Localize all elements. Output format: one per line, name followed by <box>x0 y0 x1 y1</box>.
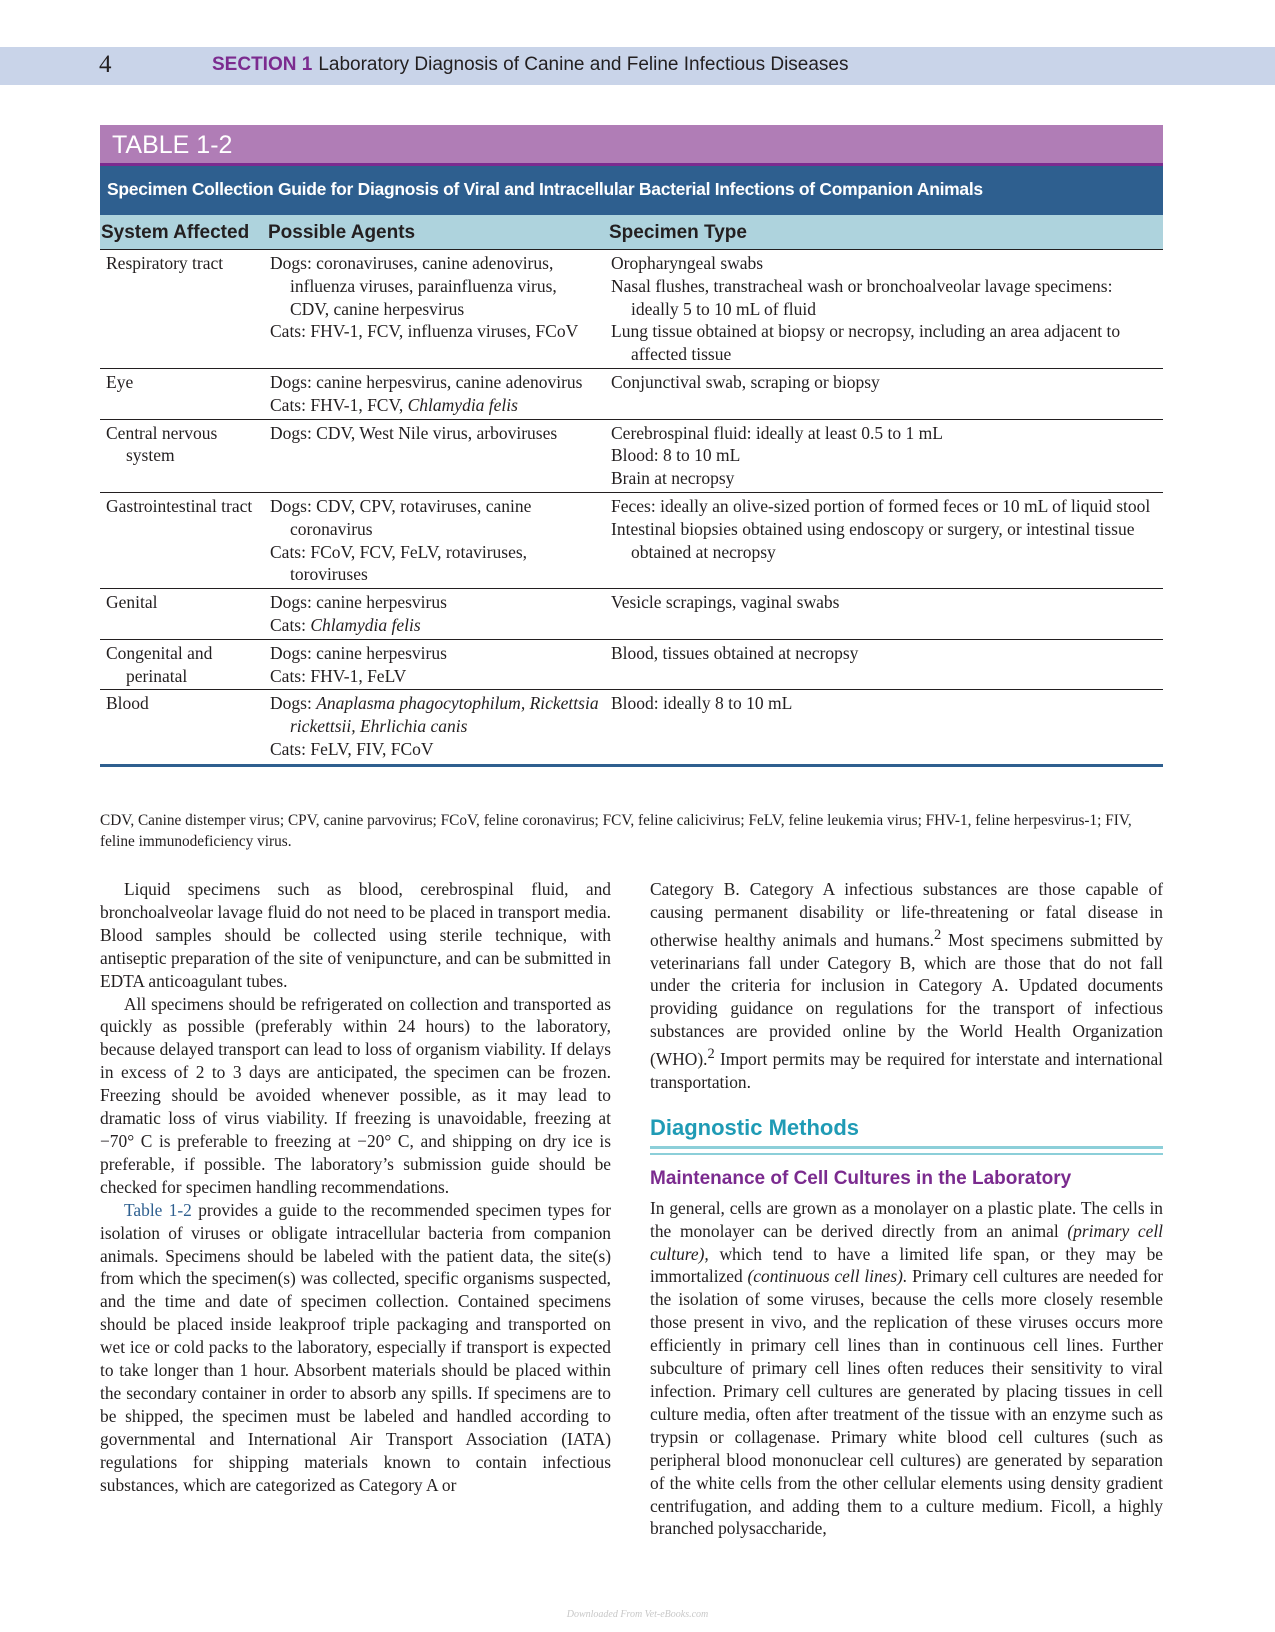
organism-name: Anaplasma phagocytophilum, Rickettsia rickettsii, Ehrlichia canis <box>290 693 599 737</box>
cell-system: Congenital and perinatal <box>106 642 213 686</box>
table-row <box>100 640 1163 691</box>
section-label: SECTION 1 <box>212 54 313 75</box>
cell-agent: Cats: FHV-1, FCV, Chlamydia felis <box>270 394 518 415</box>
cell-specimen: Oropharyngeal swabs <box>611 253 764 273</box>
cell-specimen: Intestinal biopsies obtained using endoscopy or surgery, or intestinal tissue obtained at necropsy <box>611 518 1135 562</box>
table-row <box>100 250 1163 369</box>
citation-ref: 2 <box>707 1046 715 1063</box>
cell-system: Eye <box>106 371 134 392</box>
paragraph: All specimens should be refrigerated on collection and transported as quickly as possible (preferably within 24 hours) to the laboratory, because delayed transport can lead to loss of organism viability. If delays in excess of 2 to 3 days are anticipated, the specimen can be frozen. Freezing should be avoided whenever possible, as it may lead to dramatic loss of virus viability. If freezing is unavoidable, freezing at −70° C is preferable to freezing at −20° C, and shipping on dry ice is preferable, if possible. The laboratory’s submission guide should be checked for specimen handling recommendations. <box>100 993 611 1197</box>
cell-specimen: Blood: 8 to 10 mL <box>611 445 741 466</box>
table-caption: Specimen Collection Guide for Diagnosis of Viral and Intracellular Bacterial Infections of Companion Animals <box>100 163 1163 215</box>
organism-name: Chlamydia felis <box>310 614 421 635</box>
cell-specimen: Lung tissue obtained at biopsy or necropsy, including an area adjacent to affected tissue <box>611 321 1121 365</box>
cell-system: Genital <box>106 592 158 613</box>
table-row <box>100 493 1163 589</box>
cell-agent: Cats: FHV-1, FCV, influenza viruses, FCoV <box>270 321 579 342</box>
table-row <box>100 690 1163 766</box>
table-row <box>100 420 1163 493</box>
paragraph: In general, cells are grown as a monolayer on a plastic plate. The cells in the monolayer can be derived directly from an animal (primary cell culture), which tend to have a limited life span, or they may be immortalized (continuous cell lines). Primary cell cultures are needed for the isolation of some viruses, because the cells more closely resemble those present in vivo, and the replication of these viruses occurs more efficiently in primary cell lines than in continuous cell lines. Further subculture of primary cell lines often reduces their sensitivity to viral infection. Primary cell cultures are generated by placing tissues in cell culture media, often after treatment of the tissue with an enzyme such as trypsin or collagenase. Primary white blood cell cultures (such as peripheral blood mononuclear cell cultures) are generated by separation of the white cells from the other cellular elements using density gradient centrifugation, and adding them to a culture medium. Ficoll, a highly branched polysaccharide, <box>650 1197 1163 1539</box>
table-row <box>100 589 1163 640</box>
table-label: TABLE 1-2 <box>100 125 1163 163</box>
cell-specimen: Blood: ideally 8 to 10 mL <box>611 693 793 714</box>
citation-ref: 2 <box>934 926 942 943</box>
cell-system: Respiratory tract <box>106 253 224 273</box>
section-title: Laboratory Diagnosis of Canine and Feline Infectious Diseases <box>318 54 849 75</box>
cell-agent: Dogs: canine herpesvirus <box>270 592 447 613</box>
paragraph: Category B. Category A infectious substances are those capable of causing permanent disability or life-threatening or fatal disease in otherwise healthy animals and humans.$^2$ Most specimens submitted by veterinarians fall under Category B, which are those that do not fall under the criteria for inclusion in Category A. Updated documents providing guidance on regulations for the transport of infectious substances are provided online by the World Health Organization (WHO).$^2$ Import permits may be required for interstate and international transportation. <box>650 879 1163 1092</box>
cell-agent: Dogs: canine herpesvirus <box>270 642 447 663</box>
running-head <box>212 54 849 76</box>
cell-agent: Dogs: CDV, CPV, rotaviruses, canine coronavirus <box>270 495 532 539</box>
cell-system: Central nervous system <box>106 422 218 466</box>
cell-specimen: Cerebrospinal fluid: ideally at least 0.5 to 1 mL <box>611 422 943 443</box>
col-header-system: System Affected <box>101 222 250 243</box>
body-column-left <box>100 878 611 1496</box>
cell-agent: Dogs: Anaplasma phagocytophilum, Rickettsia rickettsii, Ehrlichia canis <box>270 693 599 737</box>
cell-specimen: Vesicle scrapings, vaginal swabs <box>611 592 840 613</box>
download-watermark: Downloaded From Vet-eBooks.com <box>566 1609 709 1620</box>
cell-specimen: Nasal flushes, transtracheal wash or bronchoalveolar lavage specimens: ideally 5 to 10 mL of fluid <box>611 275 1113 319</box>
table-footnote: CDV, Canine distemper virus; CPV, canine parvovirus; FCoV, feline coronavirus; FCV, feline calicivirus; FeLV, feline leukemia virus; FHV-1, feline herpesvirus-1; FIV, feline immunodeficiency virus. <box>100 812 1132 850</box>
heading-cell-cultures: Maintenance of Cell Cultures in the Laboratory <box>650 1167 1072 1189</box>
table-reference-link[interactable]: Table 1-2 <box>124 1199 192 1220</box>
cell-specimen: Brain at necropsy <box>611 468 735 489</box>
cell-agent: Cats: FeLV, FIV, FCoV <box>270 738 434 759</box>
page-number: 4 <box>99 51 112 78</box>
heading-rule <box>650 1146 1163 1155</box>
col-header-specimen: Specimen Type <box>609 222 747 243</box>
specimen-table <box>100 125 1163 767</box>
cell-specimen: Conjunctival swab, scraping or biopsy <box>611 371 880 392</box>
table-row <box>100 369 1163 420</box>
organism-name: Chlamydia felis <box>407 394 518 415</box>
cell-agent: Dogs: canine herpesvirus, canine adenovirus <box>270 371 583 392</box>
cell-agent: Cats: FCoV, FCV, FeLV, rotaviruses, toroviruses <box>270 541 528 585</box>
cell-agent: Cats: Chlamydia felis <box>270 614 421 635</box>
cell-agent: Cats: FHV-1, FeLV <box>270 665 407 686</box>
col-header-agents: Possible Agents <box>268 222 416 243</box>
table-header-row <box>100 215 1163 250</box>
cell-specimen: Feces: ideally an olive-sized portion of formed feces or 10 mL of liquid stool <box>611 495 1151 516</box>
cell-agent: Dogs: CDV, West Nile virus, arboviruses <box>270 422 558 443</box>
running-header <box>0 47 1275 85</box>
paragraph: Table 1-2 provides a guide to the recommended specimen types for isolation of viruses or obligate intracellular bacteria from companion animals. Specimens should be labeled with the patient data, the site(s) from which the specimen(s) was collected, specific organisms suspected, and the time and date of specimen collection. Contained specimens should be placed inside leakproof triple packaging and transported on wet ice or cold packs to the laboratory, especially if transport is expected to take longer than 1 hour. Absorbent materials should be placed within the secondary container in order to absorb any spills. If specimens are to be shipped, the specimen must be labeled and handled according to governmental and International Air Transport Association (IATA) regulations for shipping materials known to contain infectious substances, which are categorized as Category A or <box>100 1199 612 1495</box>
cell-agent: Dogs: coronaviruses, canine adenovirus, influenza viruses, parainfluenza virus, CDV, canine herpesvirus <box>270 253 557 319</box>
cell-system: Gastrointestinal tract <box>106 495 253 516</box>
paragraph: Liquid specimens such as blood, cerebrospinal fluid, and bronchoalveolar lavage fluid do not need to be placed in transport media. Blood samples should be collected using sterile technique, with antiseptic preparation of the site of venipuncture, and can be submitted in EDTA anticoagulant tubes. <box>100 879 611 991</box>
body-column-right <box>650 878 1163 1540</box>
cell-system: Blood <box>106 693 149 714</box>
cell-specimen: Blood, tissues obtained at necropsy <box>611 642 859 663</box>
heading-diagnostic-methods: Diagnostic Methods <box>650 1114 860 1140</box>
